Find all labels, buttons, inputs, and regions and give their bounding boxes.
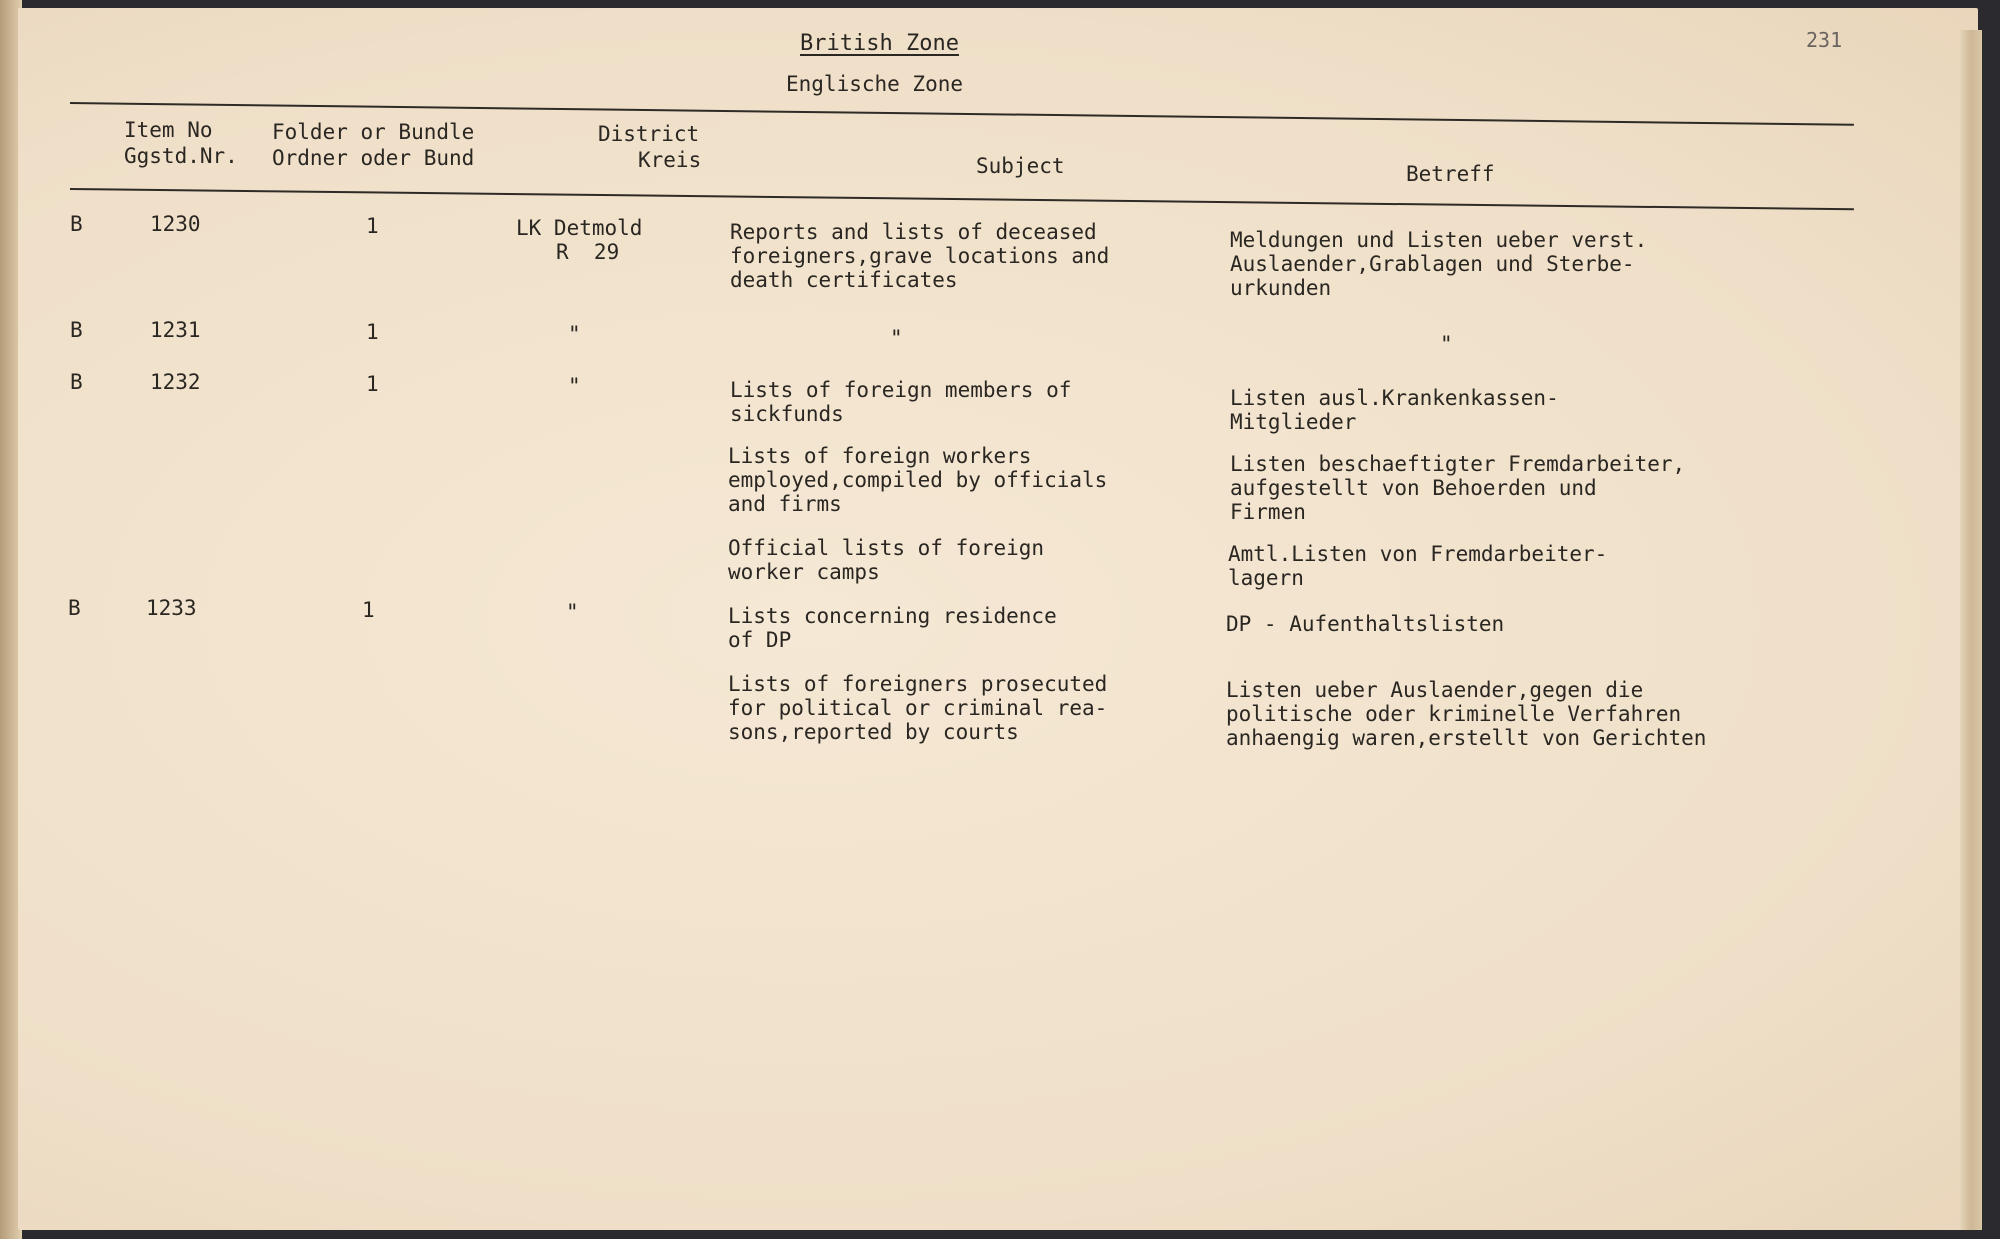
folder-number: 1 xyxy=(366,320,379,344)
subject-line: Lists of foreign members of xyxy=(730,378,1072,402)
betreff-line: Listen ausl.Krankenkassen- xyxy=(1230,386,1559,410)
district-name: LK Detmold xyxy=(516,216,643,240)
row-letter: B xyxy=(70,370,83,394)
district-code: R 29 xyxy=(556,240,620,264)
col-header-folder-de: Ordner oder Bund xyxy=(272,146,475,170)
item-number: 1231 xyxy=(150,318,201,342)
item-number: 1233 xyxy=(146,596,197,620)
betreff-ditto: " xyxy=(1440,332,1453,356)
subject-line: employed,compiled by officials xyxy=(728,468,1108,492)
betreff-line: DP - Aufenthaltslisten xyxy=(1226,612,1505,636)
betreff-line: Auslaender,Grablagen und Sterbe- xyxy=(1230,252,1635,276)
subject-line: Lists of foreign workers xyxy=(728,444,1032,468)
folder-number: 1 xyxy=(362,598,375,622)
col-header-district-de: Kreis xyxy=(638,148,702,172)
subject-line: worker camps xyxy=(728,560,880,584)
row-letter: B xyxy=(70,318,83,342)
subject-ditto: " xyxy=(890,326,903,350)
betreff-line: lagern xyxy=(1228,566,1304,590)
item-number: 1230 xyxy=(150,212,201,236)
page-subtitle: Englische Zone xyxy=(786,72,964,96)
page-title: British Zone xyxy=(800,31,959,56)
folder-number: 1 xyxy=(366,372,379,396)
subject-line: Lists concerning residence xyxy=(728,604,1057,628)
subject-line: of DP xyxy=(728,628,792,652)
row-letter: B xyxy=(70,212,83,236)
col-header-item-en: Item No xyxy=(124,118,213,142)
subject-line: death certificates xyxy=(730,268,958,292)
subject-line: for political or criminal rea- xyxy=(728,696,1108,720)
subject-line: and firms xyxy=(728,492,842,516)
page-stack-edge xyxy=(1960,30,1982,1230)
betreff-line: anhaengig waren,erstellt von Gerichten xyxy=(1226,726,1707,750)
betreff-line: Firmen xyxy=(1230,500,1306,524)
betreff-line: Mitglieder xyxy=(1230,410,1357,434)
col-header-subject: Subject xyxy=(976,154,1065,178)
item-number: 1232 xyxy=(150,370,201,394)
betreff-line: politische oder kriminelle Verfahren xyxy=(1226,702,1682,726)
subject-line: Reports and lists of deceased xyxy=(730,220,1097,244)
col-header-item-de: Ggstd.Nr. xyxy=(124,144,238,168)
district-ditto: " xyxy=(568,322,581,346)
document-page xyxy=(18,8,1978,1230)
betreff-line: Amtl.Listen von Fremdarbeiter- xyxy=(1228,542,1608,566)
subject-line: sons,reported by courts xyxy=(728,720,1019,744)
col-header-folder-en: Folder or Bundle xyxy=(272,120,475,144)
row-letter: B xyxy=(68,596,81,620)
folder-number: 1 xyxy=(366,214,379,238)
col-header-district-en: District xyxy=(598,122,700,146)
betreff-line: Listen ueber Auslaender,gegen die xyxy=(1226,678,1644,702)
subject-line: sickfunds xyxy=(730,402,844,426)
betreff-line: urkunden xyxy=(1230,276,1332,300)
page-number: 231 xyxy=(1806,28,1843,52)
subject-line: Lists of foreigners prosecuted xyxy=(728,672,1108,696)
betreff-line: Meldungen und Listen ueber verst. xyxy=(1230,228,1648,252)
betreff-line: aufgestellt von Behoerden und xyxy=(1230,476,1597,500)
subject-line: foreigners,grave locations and xyxy=(730,244,1110,268)
subject-line: Official lists of foreign xyxy=(728,536,1045,560)
district-ditto: " xyxy=(566,600,579,624)
betreff-line: Listen beschaeftigter Fremdarbeiter, xyxy=(1230,452,1686,476)
header-bottom-rule xyxy=(70,188,1854,210)
district-ditto: " xyxy=(568,374,581,398)
col-header-betreff: Betreff xyxy=(1406,162,1495,186)
